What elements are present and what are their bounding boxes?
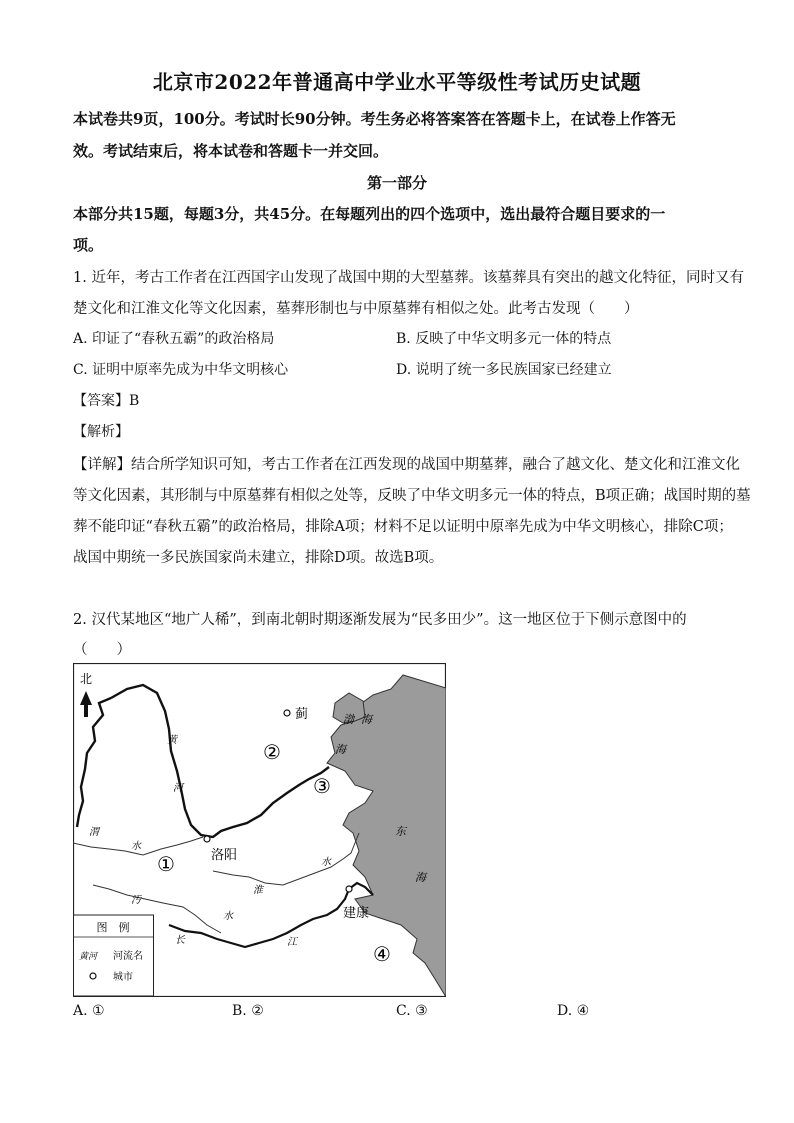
city-jiankang-label: 建康 — [343, 906, 370, 921]
q1-detail-line-4: 战国中期统一多民族国家尚未建立，排除D项。故选B项。 — [73, 550, 444, 566]
marker-3: ③ — [313, 774, 331, 798]
legend-city-label: 城市 — [113, 972, 133, 983]
q2-stem-line-2: （ ） — [73, 642, 131, 658]
q2-option-b: B. ② — [232, 1003, 264, 1019]
river-label-huai: 淮 — [253, 885, 263, 896]
page-title: 北京市2022年普通高中学业水平等级性考试历史试题 — [152, 70, 642, 94]
q1-answer: 【答案】B — [73, 393, 140, 409]
marker-2: ② — [263, 740, 281, 764]
section-desc-line-1: 本部分共15题，每题3分，共45分。在每题列出的四个选项中，选出最符合题目要求的一 — [73, 205, 666, 223]
river-label-chang: 长 — [175, 935, 185, 946]
marker-1: ① — [157, 852, 175, 876]
section-desc-line-2: 项。 — [73, 236, 104, 254]
bohai-label-2: 海 — [361, 713, 372, 726]
river-label-han-shui: 水 — [223, 911, 233, 922]
river-label-huang: 黄 — [167, 735, 177, 746]
city-luoyang-label: 洛阳 — [211, 848, 238, 863]
q1-detail-line-1: 【详解】结合所学知识可知，考古工作者在江西发现的战国中期墓葬，融合了越文化、楚文化和江淮文化 — [73, 457, 740, 473]
city-jiankang-marker — [346, 886, 352, 892]
q1-option-a: A. 印证了“春秋五霸”的政治格局 — [73, 331, 275, 347]
marker-4: ④ — [373, 942, 391, 966]
q2-option-c: C. ③ — [396, 1003, 428, 1019]
intro-line-1: 本试卷共9页，100分。考试时长90分钟。考生务必将答案答在答题卡上，在试卷上作答无 — [73, 110, 676, 128]
city-ji-marker — [284, 710, 290, 716]
city-luoyang-marker — [204, 836, 210, 842]
donghai-label-2: 海 — [415, 871, 426, 884]
river-label-huai-shui: 水 — [321, 857, 331, 868]
q1-option-d: D. 说明了统一多民族国家已经建立 — [396, 362, 612, 378]
legend-river-sample: 黄河 — [79, 952, 98, 962]
legend-title: 图 例 — [96, 921, 130, 934]
donghai-label-1: 东 — [395, 825, 406, 838]
bohai-label-1: 渤 — [343, 713, 354, 726]
river-label-han: 汚 — [131, 895, 141, 906]
river-label-wei: 渭 — [89, 827, 99, 838]
river-label-he: 河 — [173, 783, 183, 794]
q1-analysis-label: 【解析】 — [73, 424, 129, 440]
q1-option-c: C. 证明中原率先成为中华文明核心 — [73, 362, 289, 378]
legend-river-label: 河流名 — [113, 951, 143, 962]
historical-map — [73, 663, 446, 997]
q1-detail-line-2: 等文化因素，其形制与中原墓葬有相似之处等，反映了中华文明多元一体的特点，B项正确；战国时期的墓 — [73, 488, 751, 504]
legend-city-marker — [90, 973, 96, 979]
north-label: 北 — [79, 672, 93, 686]
q2-option-d: D. ④ — [557, 1003, 590, 1019]
river-label-jiang: 江 — [287, 937, 297, 948]
q2-option-a: A. ① — [73, 1003, 105, 1019]
intro-line-2: 效。考试结束后，将本试卷和答题卡一并交回。 — [73, 142, 389, 160]
river-label-wei-shui: 水 — [131, 841, 141, 852]
bohai-label-3: 海 — [335, 743, 346, 756]
q1-stem-line-1: 1. 近年，考古工作者在江西国字山发现了战国中期的大型墓葬。该墓葬具有突出的越文化特征，同时又有 — [73, 270, 744, 286]
q1-detail-line-3: 葬不能印证“春秋五霸”的政治格局，排除A项；材料不足以证明中原率先成为中华文明核心，排除C项； — [73, 519, 733, 535]
city-ji-label: 蓟 — [295, 707, 309, 722]
q1-option-b: B. 反映了中华文明多元一体的特点 — [396, 331, 612, 347]
section-title: 第一部分 — [366, 174, 427, 192]
q1-stem-line-2: 楚文化和江淮文化等文化因素，墓葬形制也与中原墓葬有相似之处。此考古发现（ ） — [73, 301, 639, 317]
q2-stem-line-1: 2. 汉代某地区“地广人稀”，到南北朝时期逐渐发展为“民多田少”。这一地区位于下侧示意图中的 — [73, 612, 687, 628]
